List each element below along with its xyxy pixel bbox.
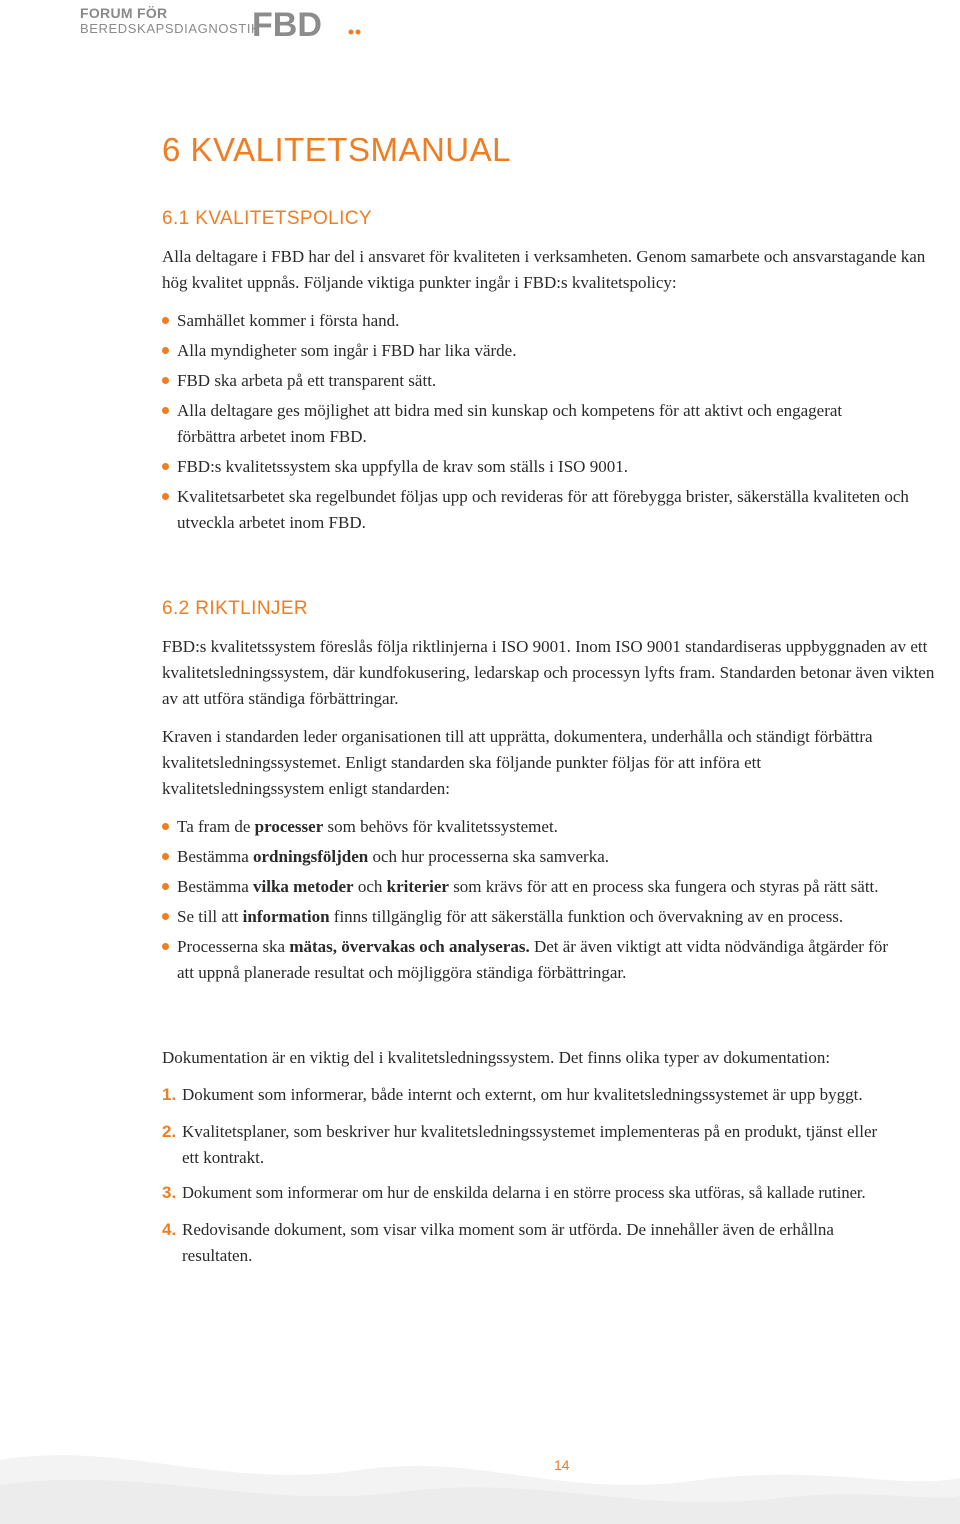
fbd-logo [252,6,402,40]
policy-intro-block [162,244,952,296]
guidelines-para1: FBD:s kvalitetssystem föreslås följa riktlinjerna i ISO 9001. Inom ISO 9001 standardiseras uppbyggnaden av ett kvalitetsledningssystem, där kundfokusering, ledarskap och processyn lyfts fram. Standarden betonar även vikten av att utföra ständiga förbättringar. [162,637,935,708]
guidelines-bullet-list [162,814,952,986]
logo-dot-icon [356,30,361,35]
list-item: Bestämma vilka metoder och kriterier som krävs för att en process ska fungera och styras på rätt sätt. [162,874,897,900]
list-item: Samhället kommer i första hand. [162,308,952,334]
list-item: FBD:s kvalitetssystem ska uppfylla de krav som ställs i ISO 9001. [162,454,952,480]
guidelines-para2-block [162,724,952,802]
documentation-list-block [162,1082,952,1269]
documentation-intro-block [162,1045,952,1071]
list-item: FBD ska arbeta på ett transparent sätt. [162,368,952,394]
policy-bullet-list [162,308,952,536]
list-item: Processerna ska mätas, övervakas och analyseras. Det är även viktigt att vidta nödvändiga åtgärder för att uppnå planerade resultat och möjliggöra ständiga förbättringar. [162,934,897,986]
policy-heading: 6.1 KVALITETSPOLICY [162,208,372,229]
org-name-line1: FORUM FÖR [80,5,168,21]
list-item: Se till att information finns tillgänglig för att säkerställa funktion och övervakning av en process. [162,904,952,930]
list-item: Ta fram de processer som behövs för kvalitetssystemet. [162,814,952,840]
page-header [80,6,340,42]
list-item: Kvalitetsarbetet ska regelbundet följas upp och revideras för att förebygga brister, säkerställa kvaliteten och utveckla arbetet inom FBD. [162,484,912,536]
list-item: 3. Dokument som informerar om hur de enskilda delarna i en större process ska utföras, så kallade rutiner. [162,1183,866,1202]
list-item: 4. Redovisande dokument, som visar vilka moment som är utförda. De innehåller även de erhållna resultaten. [162,1220,834,1265]
fbd-logo-text: FBD [252,6,322,40]
list-item: 1. Dokument som informerar, både internt och externt, om hur kvalitetsledningssystemet är upp byggt. [162,1085,863,1104]
list-item: 2. Kvalitetsplaner, som beskriver hur kvalitetsledningssystemet implementeras på en produkt, tjänst eller ett kontrakt. [162,1122,878,1167]
list-item: Alla deltagare ges möjlighet att bidra med sin kunskap och kompetens för att aktivt och engagerat förbättra arbetet inom FBD. [162,398,867,450]
guidelines-heading: 6.2 RIKTLINJER [162,598,309,619]
documentation-list [162,1082,952,1269]
page-number: 14 [554,1457,570,1473]
footer-decoration [0,1430,960,1524]
policy-bullets-block [162,308,952,536]
guidelines-para1-block [162,634,952,712]
logo-dot-icon [349,30,354,35]
org-name-line2: BEREDSKAPSDIAGNOSTIK [80,21,261,36]
documentation-intro: Dokumentation är en viktig del i kvalitetsledningssystem. Det finns olika typer av dokumentation: [162,1048,831,1067]
list-item: Bestämma ordningsföljden och hur processerna ska samverka. [162,844,952,870]
org-name [80,6,260,36]
list-item: Alla myndigheter som ingår i FBD har lika värde. [162,338,952,364]
guidelines-para2: Kraven i standarden leder organisationen till att upprätta, dokumentera, underhålla och ständigt förbättra kvalitetsledningssystemet. Enligt standarden ska följande punkter följas för att införa ett kvalitetsledningssystem enligt standarden: [162,727,873,798]
policy-intro: Alla deltagare i FBD har del i ansvaret för kvaliteten i verksamheten. Genom samarbete och ansvarstagande kan hög kvalitet uppnås. Följande viktiga punkter ingår i FBD:s kvalitetspolicy: [162,247,926,292]
section-title: 6 KVALITETSMANUAL [162,131,511,168]
guidelines-bullets-block [162,814,952,986]
